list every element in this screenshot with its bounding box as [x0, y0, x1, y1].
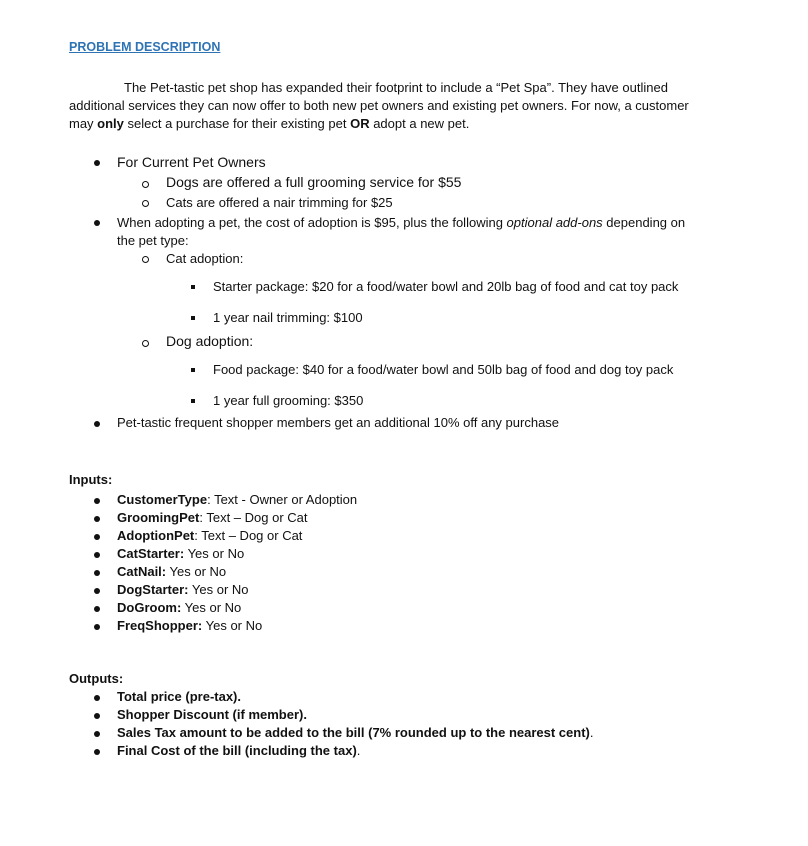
bullet-cat-starter: Starter package: $20 for a food/water bowl and 20lb bag of food and cat toy pack [213, 279, 679, 294]
bullet-circle-icon [142, 256, 149, 263]
input-name: GroomingPet [117, 510, 200, 525]
bullet-circle-icon [142, 340, 149, 347]
intro-line-2: additional services they can now offer to both new pet owners and existing pet owners. For now, a customer [69, 98, 689, 113]
bullet-dog-adoption: Dog adoption: [166, 333, 254, 349]
bullet-cat-nail: 1 year nail trimming: $100 [213, 310, 363, 325]
bullet-adoption [117, 215, 685, 230]
intro-emphasis-only: only [97, 116, 124, 131]
output-suffix: . [589, 725, 594, 740]
bullet-square-icon [191, 368, 195, 372]
bullet-dot-icon [94, 220, 100, 226]
input-description: Text - Owner or Adoption [214, 492, 358, 507]
input-description: Yes or No [205, 618, 263, 633]
bullet-dot-icon [94, 498, 100, 504]
adoption-text: depending on [602, 215, 686, 230]
intro-text: may [69, 116, 98, 131]
input-name: DoGroom: [117, 600, 182, 615]
bullet-dot-icon [94, 516, 100, 522]
bullet-dog-food: Food package: $40 for a food/water bowl and 50lb bag of food and dog toy pack [213, 362, 674, 377]
intro-text: adopt a new pet. [369, 116, 470, 131]
input-separator: : [199, 510, 207, 525]
bullet-circle-icon [142, 181, 149, 188]
adoption-optional-addons: optional add-ons [506, 215, 603, 230]
bullet-frequent-shopper: Pet-tastic frequent shopper members get an additional 10% off any purchase [117, 415, 560, 430]
output-label: Sales Tax amount to be added to the bill (7% rounded up to the nearest cent) [117, 725, 590, 740]
intro-line-3 [69, 115, 469, 133]
bullet-adoption-continued: the pet type: [117, 233, 189, 248]
bullet-dot-icon [94, 552, 100, 558]
output-label: Shopper Discount (if member). [117, 707, 307, 722]
outputs-heading: Outputs: [69, 671, 124, 686]
page-title: PROBLEM DESCRIPTION [69, 40, 221, 54]
input-name: AdoptionPet [117, 528, 195, 543]
input-description: Yes or No [191, 582, 249, 597]
input-description: Yes or No [184, 600, 242, 615]
output-label: Final Cost of the bill (including the tax) [117, 743, 357, 758]
input-name: CatStarter: [117, 546, 185, 561]
adoption-text: When adopting a pet, the cost of adoption is $95, plus the following [117, 215, 507, 230]
bullet-dot-icon [94, 749, 100, 755]
intro-emphasis-or: OR [350, 116, 370, 131]
input-name: CatNail: [117, 564, 167, 579]
input-name: FreqShopper: [117, 618, 203, 633]
bullet-dot-icon [94, 588, 100, 594]
output-suffix: . [356, 743, 361, 758]
bullet-dog-groom: 1 year full grooming: $350 [213, 393, 364, 408]
bullet-cats: Cats are offered a nair trimming for $25 [166, 195, 393, 210]
input-description: Yes or No [169, 564, 227, 579]
bullet-dot-icon [94, 160, 100, 166]
bullet-square-icon [191, 399, 195, 403]
input-name: CustomerType [117, 492, 208, 507]
bullet-circle-icon [142, 200, 149, 207]
bullet-dot-icon [94, 731, 100, 737]
input-description: Yes or No [187, 546, 245, 561]
bullet-square-icon [191, 285, 195, 289]
inputs-heading: Inputs: [69, 472, 113, 487]
bullet-dot-icon [94, 570, 100, 576]
input-description: Text – Dog or Cat [201, 528, 303, 543]
input-separator: : [194, 528, 202, 543]
bullet-dogs: Dogs are offered a full grooming service for $55 [166, 174, 462, 190]
bullet-dot-icon [94, 534, 100, 540]
bullet-cat-adoption: Cat adoption: [166, 251, 244, 266]
bullet-current-owners: For Current Pet Owners [117, 154, 266, 170]
intro-line-1: The Pet-tastic pet shop has expanded their footprint to include a “Pet Spa”. They have outlined [124, 80, 668, 95]
intro-text: select a purchase for their existing pet [123, 116, 351, 131]
bullet-dot-icon [94, 624, 100, 630]
bullet-dot-icon [94, 421, 100, 427]
input-separator: : [207, 492, 215, 507]
bullet-dot-icon [94, 713, 100, 719]
bullet-square-icon [191, 316, 195, 320]
input-name: DogStarter: [117, 582, 189, 597]
input-description: Text – Dog or Cat [206, 510, 308, 525]
bullet-dot-icon [94, 606, 100, 612]
output-label: Total price (pre-tax). [117, 689, 242, 704]
bullet-dot-icon [94, 695, 100, 701]
